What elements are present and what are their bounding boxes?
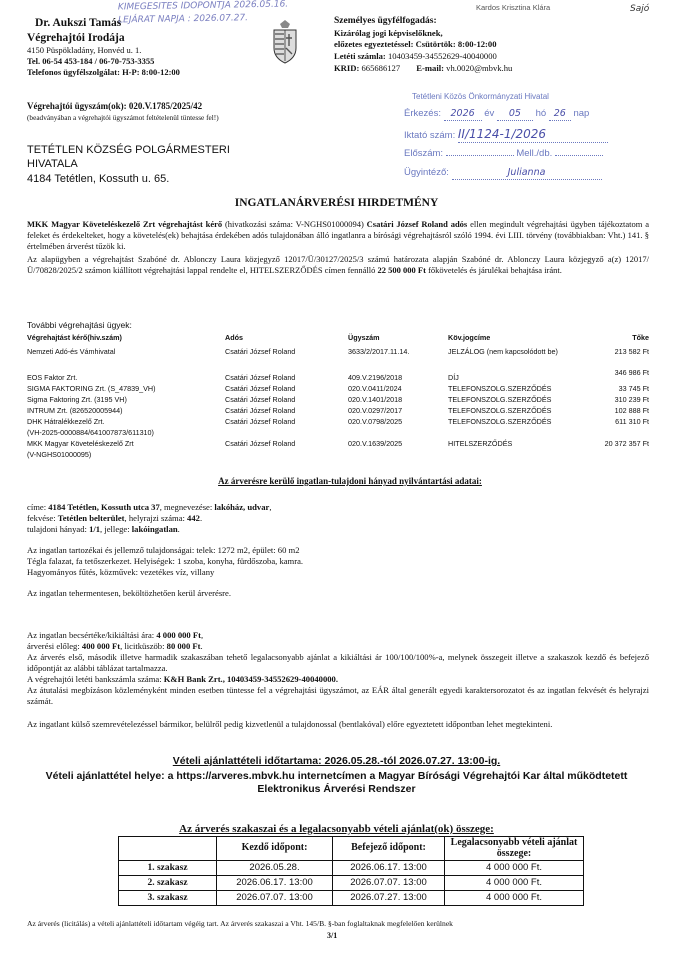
page-number: 3/1 <box>327 931 338 940</box>
auction-stages-table <box>118 836 584 906</box>
recipient-line-1: TETÉTLEN KÖZSÉG POLGÁRMESTERI <box>27 144 230 156</box>
debts-header-row: Végrehajtást kérő(hiv.szám) Adós Ügyszám Köv.jogcíme Tőke <box>27 333 649 342</box>
bailiff-name: Dr. Aukszi Tamás <box>35 17 122 29</box>
stamp-received: Érkezés: 2026 év 05 hó 26 nap <box>404 108 634 121</box>
property-details <box>27 502 649 599</box>
intro-paragraph-1: MKK Magyar Követeléskezelő Zrt végrehajtást kérő (hivatkozási száma: V-NGHS01000094) Csatári József Roland adós ellen megindult végrehajtási ügyben tájékoztatom a feleket és érdekelteket, hogy a követelés(ek) behajtása érdekében adós tulajdonában álló ingatlanra a bírósági végrehajtásról szóló 1994. évi LIII. törvény (továbbiakban: Vht.) 141. § értelmében árverést tűzök ki. <box>27 219 649 251</box>
debt-row: Sigma Faktoring Zrt. (3195 VH) Csatári József Roland 020.V.1401/2018 TELEFONSZOLG.SZERZŐDÉS 310 239 Ft <box>27 395 649 404</box>
case-number-note: (beadványában a végrehajtói ügyszámot feltételenül tüntesse fel!) <box>27 112 219 122</box>
property-share: tulajdoni hányad: 1/1, jellege: lakóingatlan. <box>27 524 180 534</box>
krid-line: KRID: 665686127 E-mail: vh.0020@mbvk.hu <box>334 62 513 73</box>
debt-row: (VH-2025-0000884/641007873/611310) <box>27 428 154 437</box>
debt-row: (V-NGHS01000095) <box>27 450 92 459</box>
pricing-block <box>27 630 649 730</box>
reception-line-2: előzetes egyeztetéssel: Csütörtök: 8:00-12:00 <box>334 39 497 50</box>
property-detail-3: Hagyományos fűtés, közművek: vezetékes víz, villany <box>27 567 215 577</box>
property-detail-2: Tégla falazat, fa tetőszerkezet. Helyiségek: 1 szoba, konyha, fürdőszoba, kamra. <box>27 556 304 566</box>
handwritten-note-line-1: KIMEGESITES IDOPONTJA 2026.05.16. <box>117 0 289 13</box>
property-location: fekvése: Tetétlen belterület, helyrajzi száma: 442. <box>27 513 203 523</box>
debt-row: INTRUM Zrt. (826520005944) Csatári József Roland 020.V.0297/2017 TELEFONSZOLG.SZERZŐDÉS 102 888 Ft <box>27 406 649 415</box>
stages-table-title: Az árverés szakaszai és a legalacsonyabb vételi ajánlat(ok) összege: <box>179 823 494 835</box>
stages-header-row: Kezdő időpont: Befejező időpont: Legalacsonyabb vételi ajánlat összege: <box>119 837 584 861</box>
service-line: Telefonos ügyfélszolgálat: H-P: 8:00-12:00 <box>27 67 180 78</box>
debt-row: DHK Hátralékkezelő Zrt. Csatári József Roland 020.V.0798/2025 TELEFONSZOLG.SZERZŐDÉS 611 310 Ft <box>27 417 649 426</box>
case-number: Végrehajtói ügyszám(ok): 020.V.1785/2025/42 <box>27 101 203 111</box>
office-phone: Tel. 06-54 453-184 / 06-70-753-3355 <box>27 56 155 67</box>
handwritten-note-line-2: LEJÁRAT NAPJA : 2026.07.27. <box>118 12 249 25</box>
stamp-administrator: Ügyintéző: Julianna <box>404 167 634 180</box>
account-line: Letéti számla: 10403459-34552629-40040000 <box>334 51 497 61</box>
recipient-address <box>27 143 230 186</box>
debt-row: Nemzeti Adó-és Vámhivatal Csatári József Roland 3633/2/2017.11.14. JELZÁLOG (nem kapcsolódott be) 213 582 Ft <box>27 347 649 356</box>
registration-stamp <box>400 92 640 186</box>
inspection-text: Az ingatlant külső szemrevételezéssel bármikor, belülről pedig kizvetlenül a tulajdonossal (bentlakóval) előre egyeztetett időpontban lehet megtekinteni. <box>27 719 553 729</box>
document-title: INGATLANÁRVERÉSI HIRDETMÉNY <box>234 197 439 209</box>
case-number-block <box>27 101 219 122</box>
estimate-line: Az ingatlan becsértéke/kikiáltási ára: 4 000 000 Ft, <box>27 630 204 640</box>
property-address: címe: 4184 Tetétlen, Kossuth utca 37, megnevezése: lakóház, udvar, <box>27 502 272 512</box>
debts-table <box>27 333 649 473</box>
reception-info <box>334 15 584 74</box>
reception-title: Személyes ügyfélfogadás: <box>334 16 437 26</box>
debt-row: EOS Faktor Zrt. Csatári József Roland 409.V.2196/2018 DÍJ 346 986 Ft <box>27 368 649 382</box>
auction-period: Vételi ajánlattételi időtartama: 2026.05.28.-tól 2026.07.27. 13:00-ig. <box>172 755 501 767</box>
office-address: 4150 Püspökladány, Honvéd u. 1. <box>27 45 142 56</box>
intro-text <box>27 219 649 277</box>
property-detail-1: Az ingatlan tartozékai és jellemző tulajdonságai: telek: 1272 m2, épület: 60 m2 <box>27 545 300 555</box>
account-number: 10403459-34552629-40040000 <box>387 51 497 61</box>
stage-row: 1. szakasz 2026.05.28. 2026.06.17. 13:00 4 000 000 Ft. <box>119 861 584 876</box>
recipient-line-2: HIVATALA <box>27 158 78 171</box>
stamp-title: Tetétleni Közös Önkormányzati Hivatal <box>412 92 549 101</box>
office-header <box>27 16 267 78</box>
debt-row: SIGMA FAKTORING Zrt. (S_47839_VH) Csatári József Roland 020.V.0411/2024 TELEFONSZOLG.SZERZŐDÉS 33 745 Ft <box>27 384 649 393</box>
signature: Sajó <box>630 4 650 14</box>
office-name: Végrehajtói Irodája <box>27 31 125 44</box>
transfer-text: Az átutalási megbízáson közleményként minden esetben tüntesse fel a végrehajtási ügyszámot, az EÁR által generált egyedi karaktersorozatot és az ingatlan fekvését és helyrajzi számát. <box>27 685 649 706</box>
footer-text: Az árverés (licitálás) a vételi ajánlattételi időtartam végéig tart. Az árverés szakaszai a Vht. 145/B. §-ban foglaltaknak megfelelően kerülnek <box>27 919 453 928</box>
coat-of-arms-icon <box>270 20 300 64</box>
stamp-prev-number: Előszám: Mell./db. <box>404 148 634 160</box>
intro-paragraph-2: Az alapügyben a végrehajtást Szabóné dr. Ablonczy Laura közjegyző 12017/Ü/30127/2025/3 számú határozata alapján Szabóné dr. Ablonczy Laura közjegyző a(z) 12017/Ü/70828/2025/2 számon kiállított végrehajtási lappal rendelte el, HITELSZERZŐDÉS címen fennálló 22 500 000 Ft főkövetelés és járulékai behajtása iránt. <box>27 253 649 275</box>
stamp-file-number: Iktató szám: II/1124-1/2026 <box>404 127 634 143</box>
recipient-line-3: 4184 Tetétlen, Kossuth u. 65. <box>27 172 170 185</box>
deposit-line: árverési előleg: 400 000 Ft, licitküszöb: 80 000 Ft. <box>27 641 203 651</box>
stage-row: 2. szakasz 2026.06.17. 13:00 2026.07.07. 13:00 4 000 000 Ft. <box>119 876 584 891</box>
bank-line: A végrehajtói letéti bankszámla száma: K&H Bank Zrt., 10403459-34552629-40040000. <box>27 674 338 684</box>
debts-title: További végrehajtási ügyek: <box>27 320 132 330</box>
property-heading: Az árverésre kerülő ingatlan-tulajdoni hányad nyilvántartási adatai: <box>218 476 482 486</box>
debt-row: MKK Magyar Követeléskezelő Zrt Csatári József Roland 020.V.1639/2025 HITELSZERZŐDÉS 20 372 357 Ft <box>27 439 649 448</box>
stages-text: Az árverés első, második illetve harmadik szakaszában tehető legalacsonyabb ajánlat a kikiáltási ár 100/100/100%-a, melynek összegeit illetve a szakaszok kezdő és befejező időpontját az alábbi táblázat tartalmazza. <box>27 652 649 673</box>
stage-row: 3. szakasz 2026.07.07. 13:00 2026.07.27. 13:00 4 000 000 Ft. <box>119 891 584 906</box>
auction-place: Vételi ajánlattétel helye: a https://arveres.mbvk.hu internetcímen a Magyar Bírósági Végrehajtói Kar által működtetett Elektronikus Árverési Rendszer <box>45 770 628 796</box>
email-link[interactable]: vh.0020@mbvk.hu <box>446 62 513 73</box>
property-burden: Az ingatlan tehermentesen, beköltözhetően kerül árverésre. <box>27 588 232 598</box>
reception-line-1: Kizárólag jogi képviselőknek, <box>334 27 443 38</box>
stamp-signer: Kardos Krisztina Klára <box>476 3 551 12</box>
krid-number: 665686127 <box>361 62 401 73</box>
